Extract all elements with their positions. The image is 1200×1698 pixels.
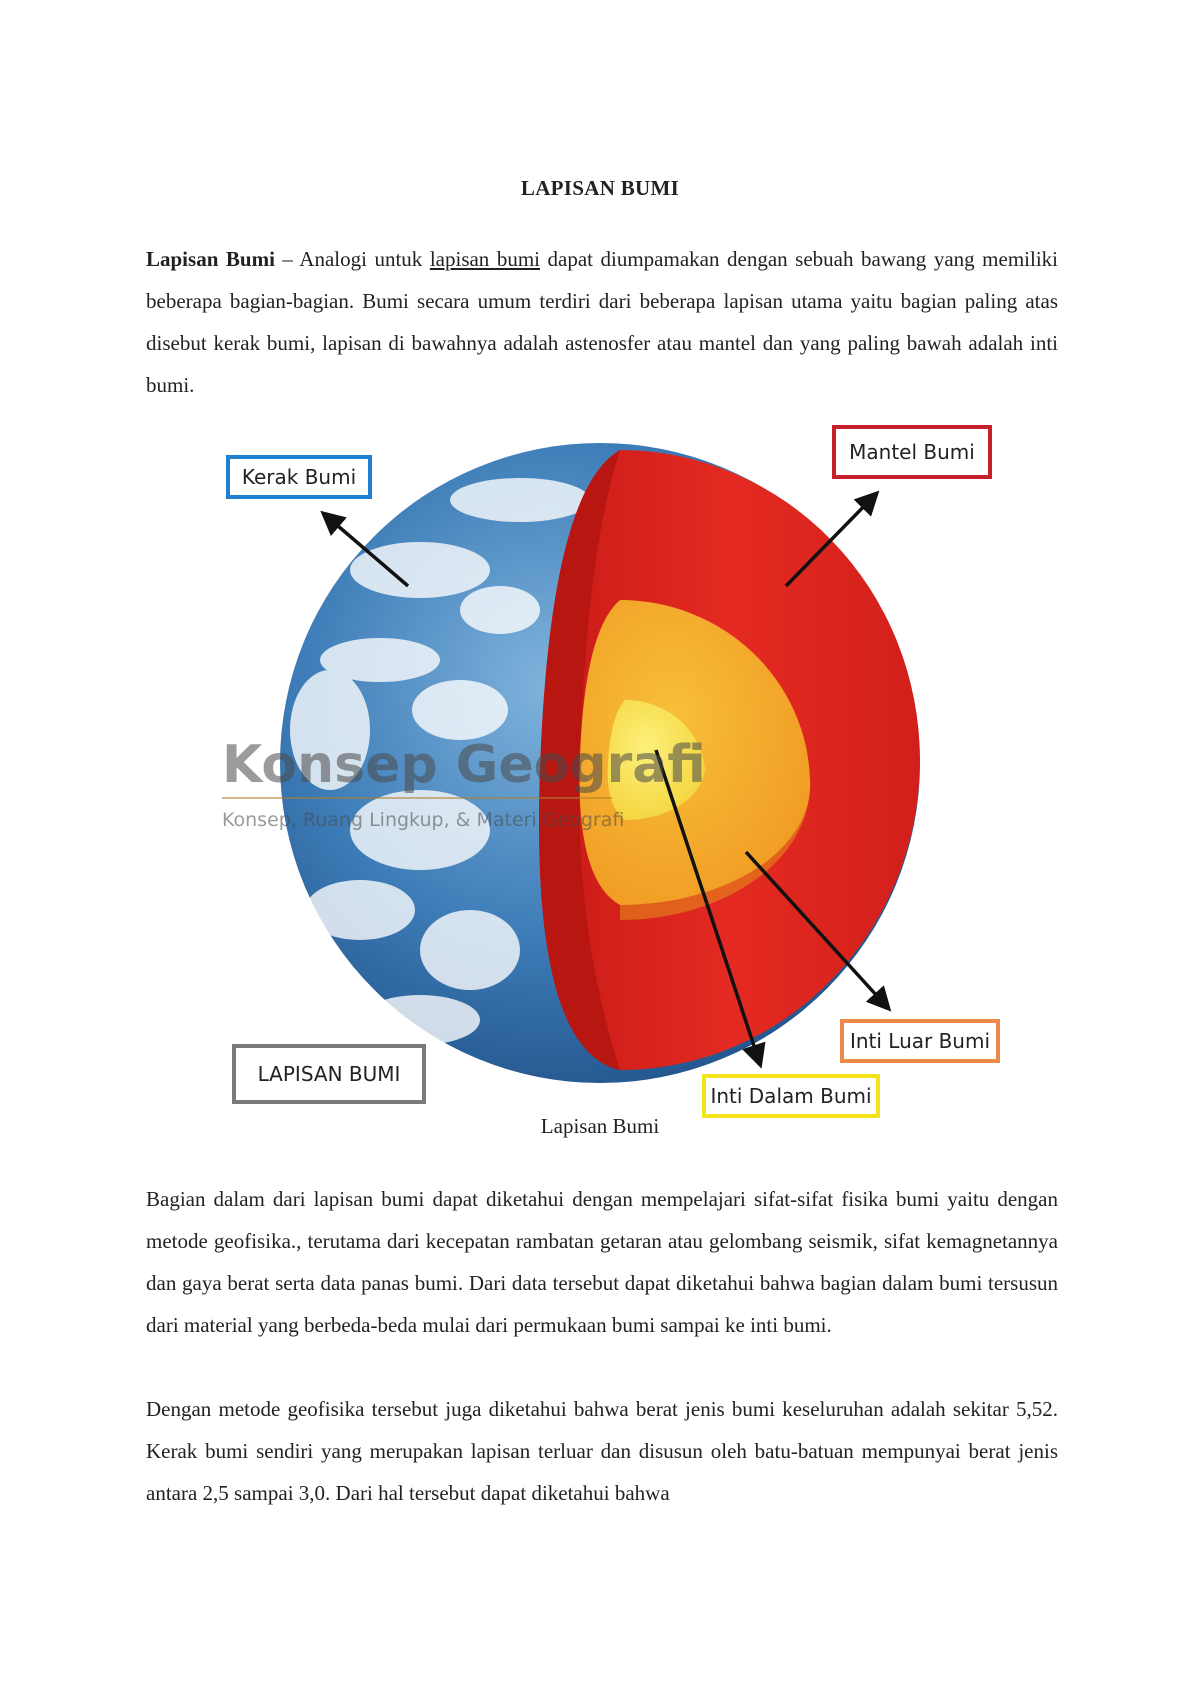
kerak-bumi-label: Kerak Bumi	[241, 465, 357, 489]
intro-dash-text: – Analogi untuk	[274, 247, 430, 271]
body-paragraph-geofisika: Bagian dalam dari lapisan bumi dapat diketahui dengan mempelajari sifat-sifat fisika bumi yaitu dengan metode geofisika., terutama dari kecepatan rambatan getaran atau gelombang seismik, sifat kemagnetannya dan gaya berat serta data panas bumi. Dari data tersebut dapat diketahui bahwa bagian dalam bumi tersusun dari material yang berbeda-beda mulai dari permukaan bumi sampai ke inti bumi.	[146, 1187, 1058, 1337]
figure-caption: Lapisan Bumi	[540, 1114, 660, 1138]
watermark-main-text: Konsep Geografi	[222, 735, 706, 795]
kerak-bumi-label-box	[228, 457, 370, 497]
intro-paragraph	[146, 238, 1058, 406]
lapisan-bumi-link[interactable]: lapisan bumi	[429, 247, 540, 271]
lapisan-bumi-label: LAPISAN BUMI	[257, 1062, 401, 1086]
earth-layers-figure	[0, 410, 1200, 1130]
mantel-bumi-label-box	[834, 427, 990, 477]
inti-luar-bumi-label: Inti Luar Bumi	[849, 1029, 991, 1053]
intro-body-text: dapat diumpamakan dengan sebuah bawang yang memiliki beberapa bagian-bagian. Bumi secara umum terdiri dari beberapa lapisan utama yaitu bagian paling atas disebut kerak bumi, lapisan di bawahnya adalah astenosfer atau mantel dan yang paling bawah adalah inti bumi.	[146, 247, 1058, 397]
mantel-bumi-label: Mantel Bumi	[849, 440, 975, 464]
watermark-sub-text: Konsep, Ruang Lingkup, & Materi Geografi	[222, 809, 625, 831]
body-paragraph-berat-jenis: Dengan metode geofisika tersebut juga diketahui bahwa berat jenis bumi keseluruhan adalah sekitar 5,52. Kerak bumi sendiri yang merupakan lapisan terluar dan disusun oleh batu-batuan mempunyai berat jenis antara 2,5 sampai 3,0. Dari hal tersebut dapat diketahui bahwa	[146, 1397, 1058, 1505]
lapisan-bumi-label-box	[234, 1046, 424, 1102]
inti-dalam-bumi-label: Inti Dalam Bumi	[710, 1084, 872, 1108]
page-title: LAPISAN BUMI	[520, 176, 680, 200]
inti-dalam-bumi-label-box	[704, 1076, 878, 1116]
inti-luar-bumi-label-box	[842, 1021, 998, 1061]
earth-layers-diagram	[0, 410, 1200, 1130]
intro-lead-term: Lapisan Bumi	[146, 247, 275, 271]
